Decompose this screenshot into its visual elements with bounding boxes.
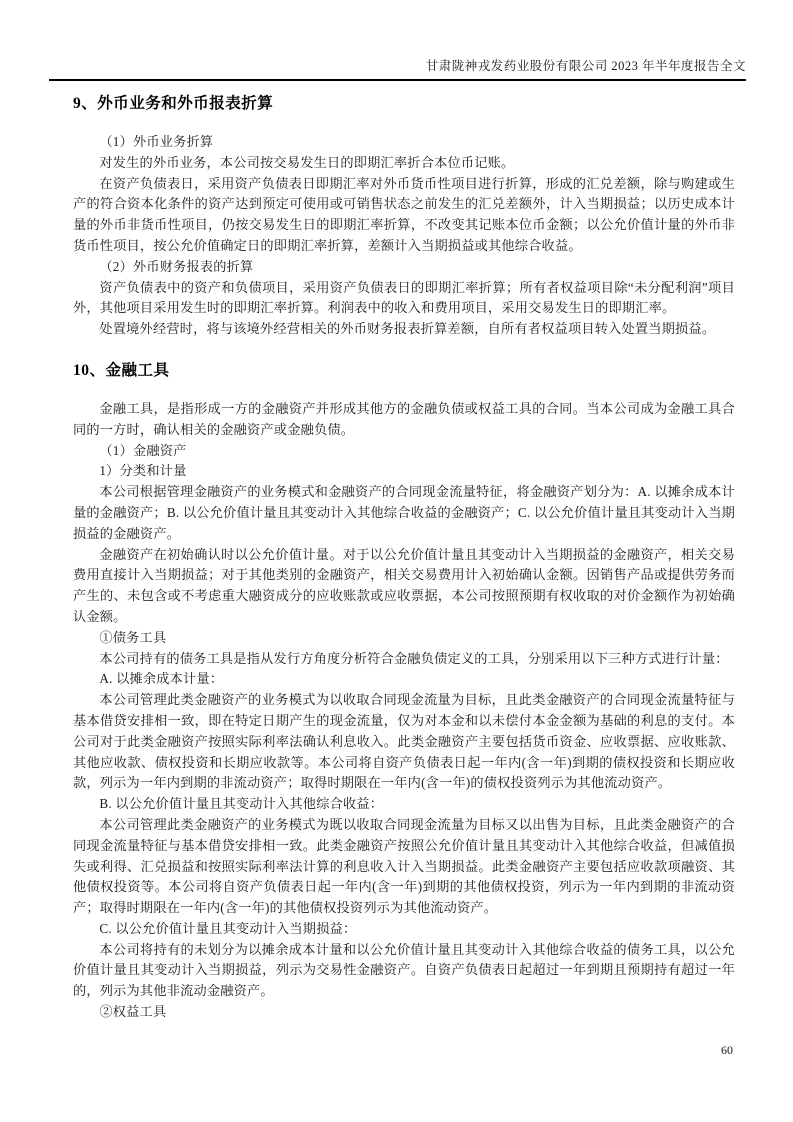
report-header	[49, 56, 746, 81]
paragraph: ②权益工具	[99, 1004, 167, 1020]
paragraph: B. 以公允价值计量且其变动计入其他综合收益：	[99, 796, 384, 812]
paragraph: 金融资产在初始确认时以公允价值计量。对于以公允价值计量且其变动计入当期损益的金融资产，相关交易费用直接计入当期损益；对于其他类别的金融资产，相关交易费用计入初始确认金额。因销售产品或提供劳务而产生的、未包含或不考虑重大融资成分的应收账款或应收票据，本公司按照预期有权收取的对价金额作为初始确认金额。	[73, 546, 735, 624]
paragraph: 处置境外经营时，将与该境外经营相关的外币财务报表折算差额，自所有者权益项目转入处置当期损益。	[99, 321, 716, 337]
paragraph: 在资产负债表日，采用资产负债表日即期汇率对外币货币性项目进行折算，形成的汇兑差额，除与购建或生产的符合资本化条件的资产达到预定可使用或可销售状态之前发生的汇兑差额外，计入当期损益；以历史成本计量的外币非货币性项目，仍按交易发生日的即期汇率折算，不改变其记账本位币金额；以公允价值计量的外币非货币性项目，按公允价值确定日的即期汇率折算，差额计入当期损益或其他综合收益。	[73, 175, 735, 253]
section-9-heading: 9、外币业务和外币报表折算	[73, 95, 274, 112]
paragraph: 资产负债表中的资产和负债项目，采用资产负债表日的即期汇率折算；所有者权益项目除“未分配利润”项目外，其他项目采用发生时的即期汇率折算。利润表中的收入和费用项目，采用交易发生日的即期汇率。	[73, 279, 735, 316]
paragraph: （1）外币业务折算	[99, 134, 214, 149]
paragraph: 本公司将持有的未划分为以摊余成本计量和以公允价值计量且其变动计入其他综合收益的债务工具，以公允价值计量且其变动计入当期损益，列示为交易性金融资产。自资产负债表日起超过一年到期且预期持有超过一年的，列示为其他非流动金融资产。	[73, 941, 735, 999]
paragraph: 本公司管理此类金融资产的业务模式为既以收取合同现金流量为目标又以出售为目标，且此类金融资产的合同现金流量特征与基本借贷安排相一致。此类金融资产按照公允价值计量且其变动计入其他综合收益，但减值损失或利得、汇兑损益和按照实际利率法计算的利息收入计入当期损益。此类金融资产主要包括应收款项融资、其他债权投资等。本公司将自资产负债表日起一年内(含一年)到期的其他债权投资，列示为一年内到期的非流动资产；取得时期限在一年内(含一年)的其他债权投资列示为其他流动资产。	[73, 816, 735, 916]
paragraph: （2）外币财务报表的折算	[99, 258, 254, 274]
paragraph: ①债务工具	[99, 629, 167, 645]
paragraph: C. 以公允价值计量且其变动计入当期损益：	[99, 920, 357, 936]
paragraph: 1）分类和计量	[99, 463, 187, 479]
page-content	[73, 92, 735, 1023]
paragraph: 金融工具，是指形成一方的金融资产并形成其他方的金融负债或权益工具的合同。当本公司成为金融工具合同的一方时，确认相关的金融资产或金融负债。	[73, 400, 735, 437]
paragraph: 对发生的外币业务，本公司按交易发生日的即期汇率折合本位币记账。	[99, 154, 515, 170]
report-header-title: 甘肃陇神戎发药业股份有限公司 2023 年半年度报告全文	[425, 59, 746, 73]
paragraph: 本公司管理此类金融资产的业务模式为以收取合同现金流量为目标，且此类金融资产的合同现金流量特征与基本借贷安排相一致，即在特定日期产生的现金流量，仅为对本金和以未偿付本金金额为基础的利息的支付。本公司对于此类金融资产按照实际利率法确认利息收入。此类金融资产主要包括货币资金、应收票据、应收账款、其他应收款、债权投资和长期应收款等。本公司将自资产负债表日起一年内(含一年)到期的债权投资和长期应收款，列示为一年内到期的非流动资产；取得时期限在一年内(含一年)的债权投资列示为其他流动资产。	[73, 692, 735, 791]
paragraph: 本公司持有的债务工具是指从发行方角度分析符合金融负债定义的工具，分别采用以下三种方式进行计量：	[99, 650, 729, 666]
paragraph: （1）金融资产	[99, 442, 187, 458]
section-10-heading: 10、金融工具	[73, 361, 170, 379]
paragraph: A. 以摊余成本计量：	[99, 671, 224, 687]
paragraph: 本公司根据管理金融资产的业务模式和金融资产的合同现金流量特征，将金融资产划分为：A. 以摊余成本计量的金融资产；B. 以公允价值计量且其变动计入其他综合收益的金融资产；C. 以公允价值计量且其变动计入当期损益的金融资产。	[73, 484, 735, 541]
page-number: 60	[721, 1043, 733, 1057]
